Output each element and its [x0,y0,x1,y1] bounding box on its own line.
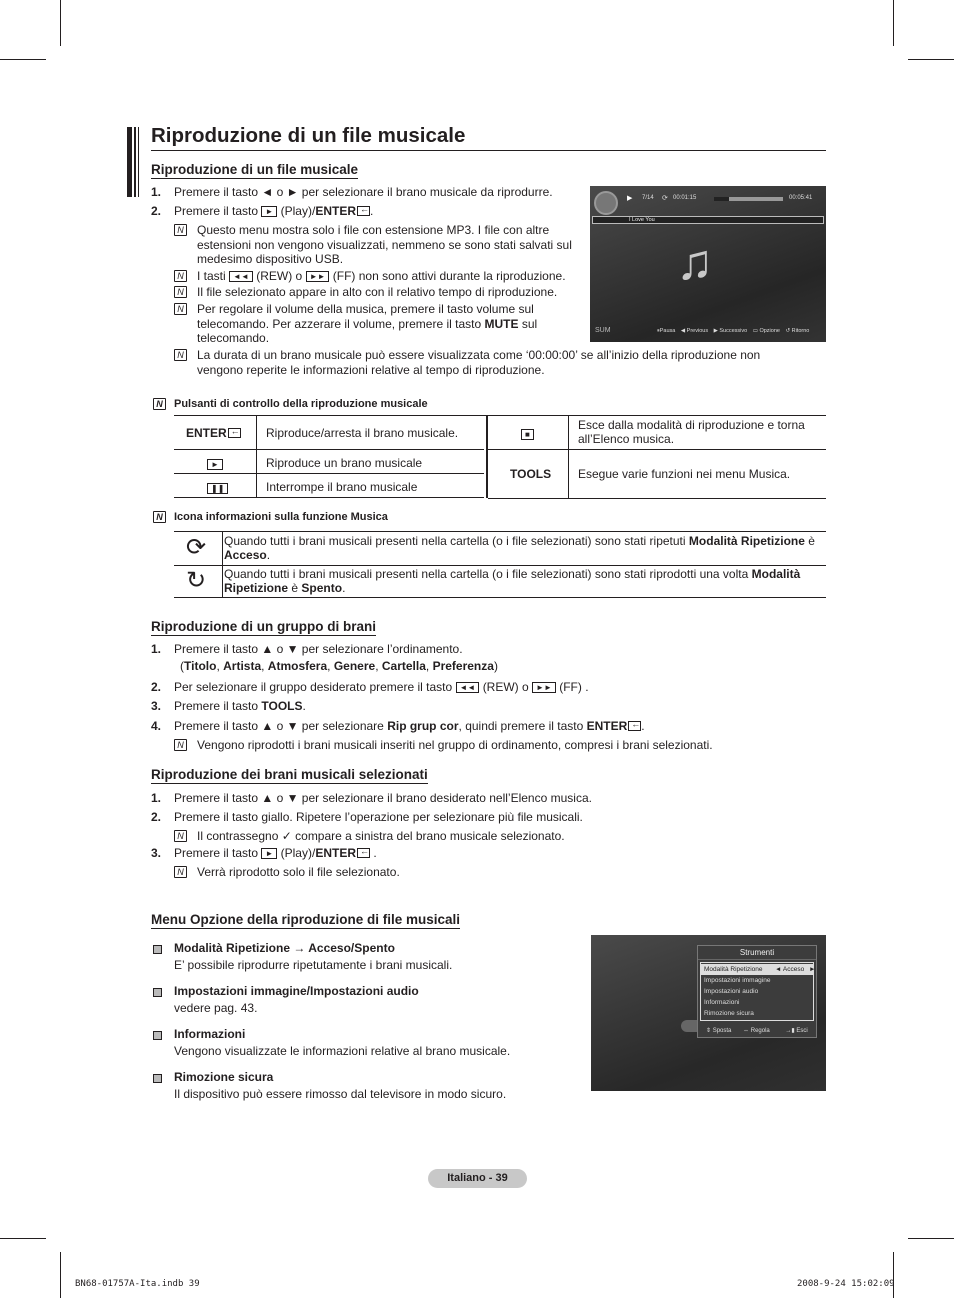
next-control: ▶ Successivo [713,328,748,334]
group-step-4: 4. Premere il tasto ▲ o ▼ per selezionare Rip grup cor, quindi premere il tasto ENTER← . [151,719,645,733]
enter-desc: Riproduce/arresta il brano musicale. [266,426,459,440]
rew-key-icon: ◄◄ [456,682,480,693]
progress-bar [714,197,783,201]
previous-control: ◀ Previous [680,328,709,334]
play-key-icon: ► [261,206,277,217]
page-title: Riproduzione di un file musicale [151,124,466,147]
enter-icon [357,206,370,216]
play-key-icon: ► [207,457,223,471]
imprint-file: BN68-01757A-Ita.indb 39 [75,1279,200,1289]
repeat-off-desc: Quando tutti i brani musicali presenti nella cartella (o i file selezionati) sono stati riprodotti una volta Modalità Ripetizione è Spento. [224,567,801,595]
option-info: Informazioni Vengono visualizzate le informazioni relative al brano musicale. [174,1027,511,1058]
total-time: 00:05:41 [789,195,813,201]
repeat-on-desc: Quando tutti i brani musicali presenti nella cartella (o i file selezionati) sono stati ripetuti Modalità Ripetizione è Acceso. [224,534,815,562]
note-icon: N [174,349,187,361]
section-heading-options: Menu Opzione della riproduzione di file musicali [151,912,461,927]
sel-step-3: 3. Premere il tasto ► (Play)/ENTER← . [151,846,377,860]
exit-icon: →▮ [785,1028,795,1034]
player-controls [657,328,809,335]
menu-item-audio: Impostazioni audio [704,988,759,995]
pause-key-icon: ❚❚ [207,481,228,495]
repeat-all-icon: ⟳ [186,534,207,561]
section-heading-playback: Riproduzione di un file musicale [151,162,359,177]
ff-key-icon: ►► [532,682,556,693]
note-icon: N [174,866,187,878]
note-icon: N [174,270,187,282]
menu-item-repeat: Modalità Ripetizione ◄ Acceso ► [701,964,813,975]
enter-key-label: ENTER← [186,426,241,440]
return-control: ↺ Ritorno [785,328,810,334]
bullet-icon [153,945,162,954]
tools-key-label: TOOLS [510,467,552,481]
repeat-small-icon: ⟳ [662,195,668,202]
stop-desc: Esce dalla modalità di riproduzione e torna all’Elenco musica. [578,418,805,446]
note-volume: N Per regolare il volume della musica, premere il tasto volume sul telecomando. Per azzerare il volume, premere il tasto MUTE sul telecomando. [174,302,574,346]
tools-desc: Esegue varie funzioni nei menu Musica. [578,467,791,481]
note-icon: N [174,286,187,298]
note-selected-file: N Il file selezionato appare in alto con il relativo tempo di riproduzione. [174,285,574,300]
track-index: 7/14 [642,195,654,201]
ff-key-icon: ►► [306,271,330,282]
repeat-once-icon: ↻ [186,567,207,594]
controls-table [174,415,826,494]
step-1: 1. Premere il tasto ◄ o ► per selezionare il brano musicale da riprodurre. [151,185,553,199]
icon-table [174,531,826,598]
group-step-2: 2. Per selezionare il gruppo desiderato premere il tasto ◄◄ (REW) o ►► (FF) . [151,680,589,694]
source-label: SUM [595,327,611,334]
pause-control: ⏸Pausa [657,328,676,334]
page-number: Italiano - 39 [428,1169,527,1188]
tools-menu [697,945,817,1038]
play-key-icon: ► [261,848,277,859]
sel-note-1: N Il contrassegno ✓ compare a sinistra del brano musicale selezionato. [174,829,674,844]
option-safe-removal: Rimozione sicura Il dispositivo può essere rimosso dal televisore in modo sicuro. [174,1070,507,1101]
stop-key-icon: ■ [521,427,534,441]
music-note-icon: ♫ [676,234,714,290]
option-control: ▭ Opzione [752,328,780,334]
note-icon: N [153,511,166,523]
section-heading-selected: Riproduzione dei brani musicali selezionati [151,767,428,782]
note-mp3: N Questo menu mostra solo i file con estensione MP3. I file con altre estensioni non vengono visualizzati, nemmeno se sono stati salvati sul medesimo dispositivo USB. [174,223,574,267]
bullet-icon [153,1074,162,1083]
bullet-icon [153,988,162,997]
bullet-icon [153,1031,162,1040]
tools-menu-footer: ⇕ Sposta ⇔ Regola →▮ Esci [706,1028,808,1034]
note-icon: N [174,739,187,751]
tools-menu-title: Strumenti [698,946,816,960]
disc-icon [594,191,618,215]
enter-icon [357,848,370,858]
music-player-screenshot [590,186,826,342]
sort-options: (Titolo, Artista, Atmosfera, Genere, Cartella, Preferenza) [180,659,498,673]
note-icon: N [174,303,187,315]
menu-item-safe-removal: Rimozione sicura [704,1010,754,1017]
pause-desc: Interrompe il brano musicale [266,480,418,494]
play-desc: Riproduce un brano musicale [266,456,423,470]
enter-icon [228,428,241,438]
checkmark-icon: ✓ [281,829,292,843]
icon-caption: N Icona informazioni sulla funzione Musica [174,510,388,525]
note-icon: N [174,830,187,842]
note-rew-ff: N I tasti ◄◄ (REW) o ►► (FF) non sono attivi durante la riproduzione. [174,269,594,284]
sel-step-2: 2. Premere il tasto giallo. Ripetere l’operazione per selezionare più file musicali. [151,810,583,824]
tools-menu-screenshot [591,935,826,1091]
step-2: 2. Premere il tasto ► (Play)/ENTER← . [151,204,373,218]
menu-item-picture: Impostazioni immagine [704,977,771,984]
note-icon: N [153,398,166,410]
sel-note-2: N Verrà riprodotto solo il file selezionato. [174,865,674,880]
group-note: N Vengono riprodotti i brani musicali inseriti nel gruppo di ordinamento, compresi i brani selezionati. [174,738,774,753]
play-indicator-icon: ▶ [627,195,633,202]
move-icon: ⇕ [706,1028,712,1034]
section-heading-group: Riproduzione di un gruppo di brani [151,619,376,634]
song-title: I Love You [592,216,824,224]
enter-icon [628,721,641,731]
sel-step-1: 1. Premere il tasto ▲ o ▼ per selezionare il brano desiderato nell’Elenco musica. [151,791,592,805]
title-rule [151,150,826,151]
group-step-3: 3. Premere il tasto TOOLS. [151,699,306,713]
note-icon: N [174,224,187,236]
controls-caption: N Pulsanti di controllo della riproduzione musicale [174,397,428,412]
group-step-1: 1. Premere il tasto ▲ o ▼ per selezionare l’ordinamento. [151,642,463,656]
adjust-icon: ⇔ [743,1028,750,1034]
option-repeat: Modalità Ripetizione → Acceso/Spento E’ possibile riprodurre ripetutamente i brani musicali. [174,941,453,972]
rew-key-icon: ◄◄ [229,271,253,282]
option-picture-audio: Impostazioni immagine/Impostazioni audio vedere pag. 43. [174,984,419,1015]
imprint-date: 2008-9-24 15:02:09 [797,1279,895,1289]
elapsed-time: 00:01:15 [673,195,697,201]
menu-item-info: Informazioni [704,999,740,1006]
note-duration: N La durata di un brano musicale può essere visualizzata come ‘00:00:00’ se all’inizio della riproduzione non vengono reperite le informazioni relative al tempo di riproduzione. [174,348,804,377]
